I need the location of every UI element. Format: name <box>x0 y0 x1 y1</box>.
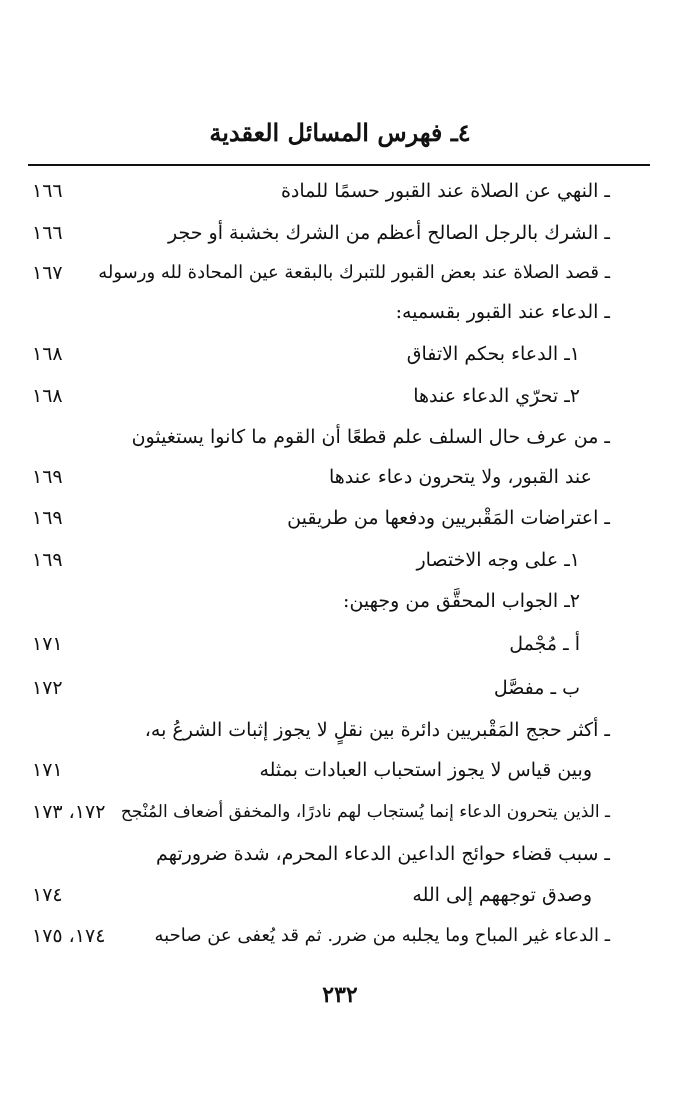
entry-text: وبين قياس لا يجوز استحباب العبادات بمثله <box>259 759 592 781</box>
index-entry <box>28 542 610 578</box>
entry-text: ـ من عرف حال السلف علم قطعًا أن القوم ما كانوا يستغيثون <box>131 426 610 448</box>
entry-text: ٢ـ الجواب المحقَّق من وجهين: <box>343 590 580 612</box>
index-entry <box>28 752 610 788</box>
index-entry <box>28 918 610 954</box>
entry-text: ـ الدعاء عند القبور بقسميه: <box>395 301 610 323</box>
entry-text: عند القبور، ولا يتحرون دعاء عندها <box>328 466 592 488</box>
entry-text: ١ـ على وجه الاختصار <box>416 549 580 571</box>
entry-pages: ١٦٨ <box>32 343 63 365</box>
entry-text: ـ النهي عن الصلاة عند القبور حسمًا للمادة <box>280 180 610 202</box>
entry-pages: ١٦٩ <box>32 507 63 529</box>
entry-pages: ١٦٨ <box>32 385 63 407</box>
index-entry <box>28 459 610 495</box>
entry-pages: ١٧٤ <box>32 884 63 906</box>
index-entry <box>28 836 610 872</box>
index-entry <box>28 173 610 209</box>
entry-pages: ١٧٤، ١٧٥ <box>32 925 106 947</box>
entry-text: وصدق توجههم إلى الله <box>412 884 592 906</box>
entry-text: ـ الدعاء غير المباح وما يجلبه من ضرر. ثم قد يُعفى عن صاحبه <box>154 925 610 946</box>
index-entry <box>28 712 610 748</box>
entry-pages: ١٧٢ <box>32 677 63 699</box>
index-entry <box>28 794 610 830</box>
entry-text: ١ـ الدعاء بحكم الاتفاق <box>406 343 580 365</box>
index-entry <box>28 336 610 372</box>
entry-pages: ١٦٩ <box>32 549 63 571</box>
entry-text: ب ـ مفصَّل <box>493 677 580 699</box>
entry-text: أ ـ مُجْمل <box>509 633 580 655</box>
entry-pages: ١٦٧ <box>32 262 63 284</box>
entry-pages: ١٦٦ <box>32 180 63 202</box>
entry-text: ـ قصد الصلاة عند بعض القبور للتبرك بالبقعة عين المحادة لله ورسوله <box>98 262 610 283</box>
index-entry <box>28 877 610 913</box>
entry-pages: ١٧١ <box>32 633 63 655</box>
index-entry <box>28 583 610 619</box>
index-entry <box>28 419 610 455</box>
page-title: ٤ـ فهرس المسائل العقدية <box>209 118 471 147</box>
index-entry <box>28 378 610 414</box>
entry-text: ٢ـ تحرّي الدعاء عندها <box>413 385 580 407</box>
entry-pages: ١٦٩ <box>32 466 63 488</box>
entry-text: ـ سبب قضاء حوائج الداعين الدعاء المحرم، شدة ضرورتهم <box>155 843 610 865</box>
index-entry <box>28 294 610 330</box>
index-entry <box>28 626 610 662</box>
entry-pages: ١٧٢، ١٧٣ <box>32 801 106 823</box>
index-entry <box>28 215 610 251</box>
entry-pages: ١٦٦ <box>32 222 63 244</box>
entry-text: ـ الذين يتحرون الدعاء إنما يُستجاب لهم نادرًا، والمخفق أضعاف المُنْجح <box>120 802 610 822</box>
entry-text: ـ أكثر حجج المَقْبريين دائرة بين نقلٍ لا يجوز إثبات الشرعُ به، <box>144 719 610 741</box>
entry-text: ـ الشرك بالرجل الصالح أعظم من الشرك بخشبة أو حجر <box>168 222 610 244</box>
index-entry <box>28 670 610 706</box>
index-entry <box>28 500 610 536</box>
entry-pages: ١٧١ <box>32 759 63 781</box>
title-divider <box>28 164 650 166</box>
index-entry <box>28 255 610 291</box>
page-number: ٢٣٢ <box>322 982 358 1008</box>
entry-text: ـ اعتراضات المَقْبريين ودفعها من طريقين <box>287 507 610 529</box>
